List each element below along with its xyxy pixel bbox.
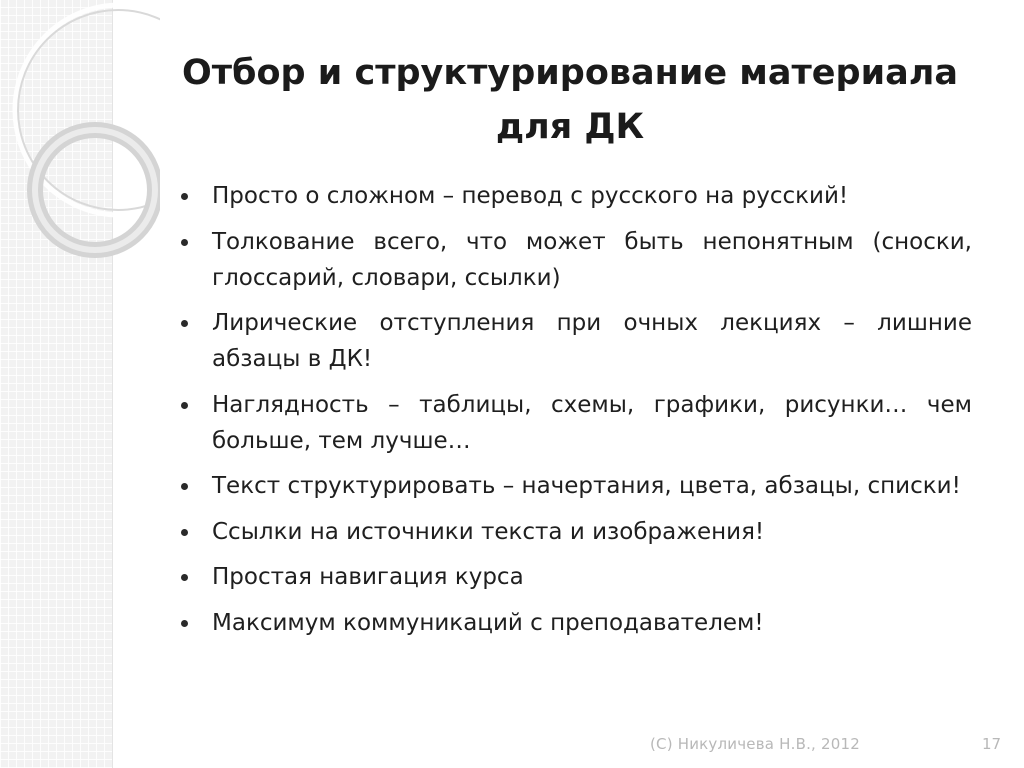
list-item	[180, 468, 972, 504]
list-item	[180, 178, 972, 214]
list-item-text: Лирические отступления при очных лекциях – лишние абзацы в ДК!	[212, 310, 972, 372]
list-item	[180, 559, 972, 595]
footer-copyright: (С) Никуличева Н.В., 2012	[650, 735, 860, 753]
list-item-text: Наглядность – таблицы, схемы, графики, рисунки… чем больше, тем лучше…	[212, 391, 972, 454]
bullet-dot-icon	[181, 239, 188, 246]
list-item-text: Толкование всего, что может быть непонятным (сноски, глоссарий, словари, ссылки)	[212, 228, 972, 291]
bullet-dot-icon	[181, 193, 188, 200]
list-item	[180, 305, 972, 377]
list-item-text: Простая навигация курса	[212, 564, 524, 590]
bullet-dot-icon	[181, 402, 188, 409]
bullet-dot-icon	[181, 320, 188, 327]
list-item-text: Текст структурировать – начертания, цвета, абзацы, списки!	[212, 473, 961, 499]
list-item	[180, 514, 972, 550]
list-item	[180, 605, 972, 641]
list-item	[180, 224, 972, 296]
list-item	[180, 387, 972, 459]
bullet-list	[180, 178, 972, 650]
page-number: 17	[982, 735, 1002, 753]
list-item-text: Просто о сложном – перевод с русского на русский!	[212, 183, 849, 209]
bullet-dot-icon	[181, 620, 188, 627]
bullet-dot-icon	[181, 574, 188, 581]
list-item-text: Ссылки на источники текста и изображения!	[212, 518, 765, 545]
slide-title: Отбор и структурирование материала для ДК	[182, 53, 958, 147]
bullet-dot-icon	[181, 529, 188, 536]
list-item-text: Максимум коммуникаций с преподавателем!	[212, 609, 764, 636]
bullet-dot-icon	[181, 483, 188, 490]
decorative-rings	[0, 0, 160, 300]
